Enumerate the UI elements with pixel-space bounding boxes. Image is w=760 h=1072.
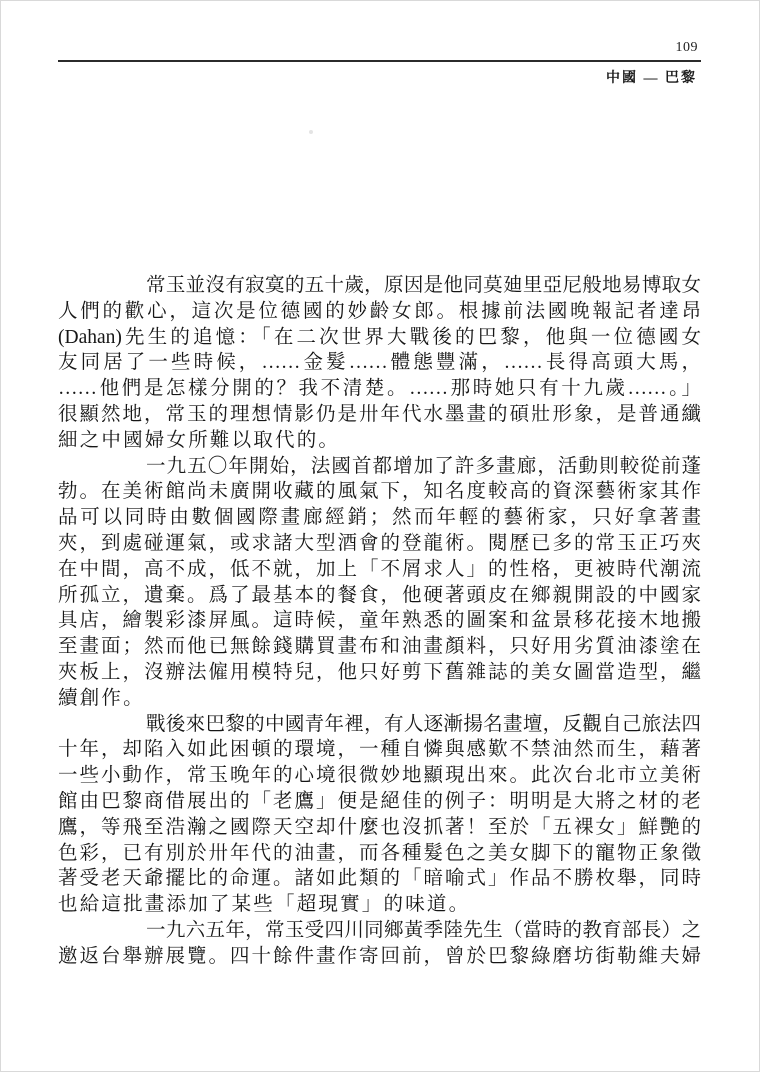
text-line: 勃。在美術館尚未廣開收藏的風氣下，知名度較高的資深藝術家其作 <box>58 481 701 503</box>
text-line: 邀返台舉辦展覽。四十餘件畫作寄回前，曾於巴黎綠磨坊街勒維夫婦 <box>58 945 701 967</box>
text-line: 一些小動作，常玉晚年的心境很微妙地顯現出來。此次台北市立美術 <box>58 765 701 787</box>
running-head: 中國 — 巴黎 <box>606 71 697 86</box>
text-line: 一九六五年，常玉受四川同鄉黃季陸先生（當時的教育部長）之 <box>146 919 701 941</box>
text-line: 品可以同時由數個國際畫廊經銷；然而年輕的藝術家，只好拿著畫 <box>58 507 701 529</box>
text-line: 著受老天爺擺比的命運。諸如此類的「暗喻式」作品不勝枚舉，同時 <box>58 868 701 890</box>
text-line: ……他們是怎樣分開的？我不清楚。……那時她只有十九歲……。」 <box>58 378 701 400</box>
text-line: 館由巴黎商借展出的「老鷹」便是絕佳的例子：明明是大將之材的老 <box>58 790 701 812</box>
text-line: 一九五〇年開始，法國首都增加了許多畫廊，活動則較從前蓬 <box>146 455 701 477</box>
text-line: 細之中國婦女所難以取代的。 <box>58 429 341 451</box>
text-line: 人們的歡心，這次是位德國的妙齡女郎。根據前法國晚報記者達昂 <box>58 300 701 322</box>
text-line: 夾板上，沒辦法僱用模特兒，他只好剪下舊雜誌的美女圖當造型，繼 <box>58 661 701 683</box>
text-line: 也給這批畫添加了某些「超現實」的味道。 <box>58 894 471 916</box>
text-line: 友同居了一些時候，……金髮……體態豐滿，……長得高頭大馬， <box>58 352 701 374</box>
text-line: (Dahan)先生的追憶：「在二次世界大戰後的巴黎，他與一位德國女 <box>58 326 701 348</box>
page-number: 109 <box>675 40 698 55</box>
text-line: 至畫面；然而他已無餘錢購買畫布和油畫顏料，只好用劣質油漆塗在 <box>58 636 701 658</box>
text-line: 具店，繪製彩漆屏風。這時候，童年熟悉的圖案和盆景移花接木地搬 <box>58 610 701 632</box>
text-line: 續創作。 <box>58 687 145 709</box>
text-line: 在中間，高不成，低不就，加上「不屑求人」的性格，更被時代潮流 <box>58 558 701 580</box>
text-line: 常玉並沒有寂寞的五十歲，原因是他同莫廸里亞尼般地易博取女 <box>146 275 701 296</box>
header-rule <box>58 60 701 62</box>
text-line: 很顯然地，常玉的理想情影仍是卅年代水墨畫的碩壯形象，是普通纖 <box>58 403 701 425</box>
text-line: 色彩，已有別於卅年代的油畫，而各種髮色之美女脚下的寵物正象徵 <box>58 842 701 864</box>
text-line: 所孤立，遺棄。爲了最基本的餐食，他硬著頭皮在鄉親開設的中國家 <box>58 584 701 606</box>
text-line: 十年，却陷入如此困頓的環境，一種自憐與感歎不禁油然而生，藉著 <box>58 739 701 761</box>
scan-speck <box>309 130 313 134</box>
text-line: 戰後來巴黎的中國青年裡，有人逐漸揚名畫壇，反觀自己旅法四 <box>146 713 701 735</box>
body-text <box>58 273 701 970</box>
text-line: 鷹，等飛至浩瀚之國際天空却什麼也沒抓著！至於「五裸女」鮮艷的 <box>58 816 701 838</box>
text-line: 夾，到處碰運氣，或求諸大型酒會的登龍術。閱歷已多的常玉正巧夾 <box>58 532 701 554</box>
